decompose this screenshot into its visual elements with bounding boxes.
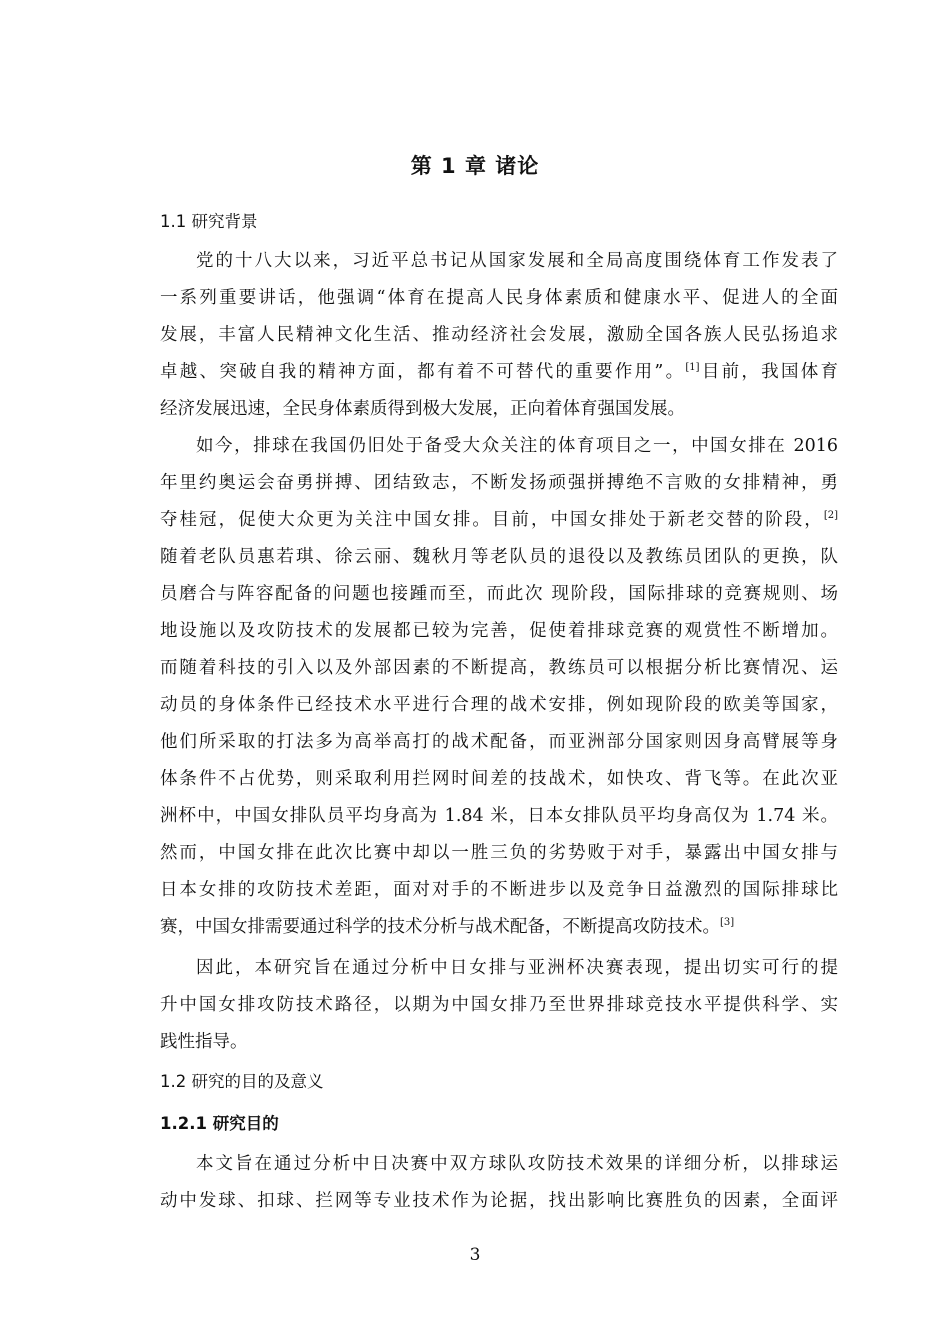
- paragraph-line: 动中发球、扣球、拦网等专业技术作为论据，找出影响比赛胜负的因素，全面评: [160, 1191, 838, 1211]
- section-heading-1-1: 1.1 研究背景: [160, 212, 258, 231]
- paragraph-line: 升中国女排攻防技术路径，以期为中国女排乃至世界排球竞技水平提供科学、实: [160, 995, 838, 1015]
- line-text: 卓越、突破自我的精神方面，都有着不可替代的重要作用”。: [160, 362, 686, 382]
- paragraph-line: 动员的身体条件已经技术水平进行合理的战术安排，例如现阶段的欧美等国家，: [160, 695, 838, 715]
- chapter-title: 第 1 章 诸论: [410, 154, 540, 178]
- paragraph-line: 地设施以及攻防技术的发展都已较为完善，促使着排球竞赛的观赏性不断增加。: [160, 621, 838, 641]
- paragraph-line: 他们所采取的打法多为高举高打的战术配备，而亚洲部分国家则因身高臂展等身: [160, 732, 838, 752]
- section-heading-1-2-1: 1.2.1 研究目的: [160, 1114, 279, 1133]
- paragraph-line: 党的十八大以来，习近平总书记从国家发展和全局高度围绕体育工作发表了: [196, 251, 838, 271]
- paragraph-line: 本文旨在通过分析中日决赛中双方球队攻防技术效果的详细分析，以排球运: [196, 1154, 838, 1174]
- paragraph-line: 经济发展迅速，全民身体素质得到极大发展，正向着体育强国发展。: [160, 399, 685, 419]
- paragraph-line: 洲杯中，中国女排队员平均身高为 1.84 米，日本女排队员平均身高仅为 1.74 米。: [160, 806, 838, 826]
- paragraph-line: 体条件不占优势，则采取利用拦网时间差的技战术，如快攻、背飞等。在此次亚: [160, 769, 838, 789]
- citation-3: [3]: [720, 917, 735, 929]
- paragraph-line: 然而，中国女排在此次比赛中却以一胜三负的劣势败于对手，暴露出中国女排与: [160, 843, 838, 863]
- paragraph-line: 员磨合与阵容配备的问题也接踵而至，而此次 现阶段，国际排球的竞赛规则、场: [160, 584, 838, 604]
- paragraph-line: [160, 909, 838, 946]
- paragraph-line: 随着老队员惠若琪、徐云丽、魏秋月等老队员的退役以及教练员团队的更换，队: [160, 547, 838, 567]
- paragraph-line: 日本女排的攻防技术差距，面对对手的不断进步以及竞争日益激烈的国际排球比: [160, 880, 838, 900]
- line-text: 目前，我国体育: [699, 362, 838, 382]
- paragraph-line: 践性指导。: [160, 1032, 248, 1052]
- paragraph-line: [160, 502, 838, 539]
- paragraph-line: 一系列重要讲话，他强调“体育在提高人民身体素质和健康水平、促进人的全面: [160, 288, 838, 308]
- citation-2: [2]: [823, 510, 838, 522]
- paragraph-line: 发展，丰富人民精神文化生活、推动经济社会发展，激励全国各族人民弘扬追求: [160, 325, 838, 345]
- line-text: 夺桂冠，促使大众更为关注中国女排。目前，中国女排处于新老交替的阶段，: [160, 510, 824, 530]
- citation-1: [1]: [685, 362, 700, 374]
- paragraph-line: 而随着科技的引入以及外部因素的不断提高，教练员可以根据分析比赛情况、运: [160, 658, 838, 678]
- paragraph-line: 如今，排球在我国仍旧处于备受大众关注的体育项目之一，中国女排在 2016: [196, 436, 838, 456]
- paragraph-line: 因此，本研究旨在通过分析中日女排与亚洲杯决赛表现，提出切实可行的提: [196, 958, 838, 978]
- page-number: 3: [469, 1245, 481, 1265]
- paragraph-line: 年里约奥运会奋勇拼搏、团结致志，不断发扬顽强拼搏绝不言败的女排精神，勇: [160, 473, 838, 493]
- section-heading-1-2: 1.2 研究的目的及意义: [160, 1072, 324, 1091]
- line-text: 赛，中国女排需要通过科学的技术分析与战术配备，不断提高攻防技术。: [160, 917, 720, 937]
- paragraph-line: [160, 354, 838, 391]
